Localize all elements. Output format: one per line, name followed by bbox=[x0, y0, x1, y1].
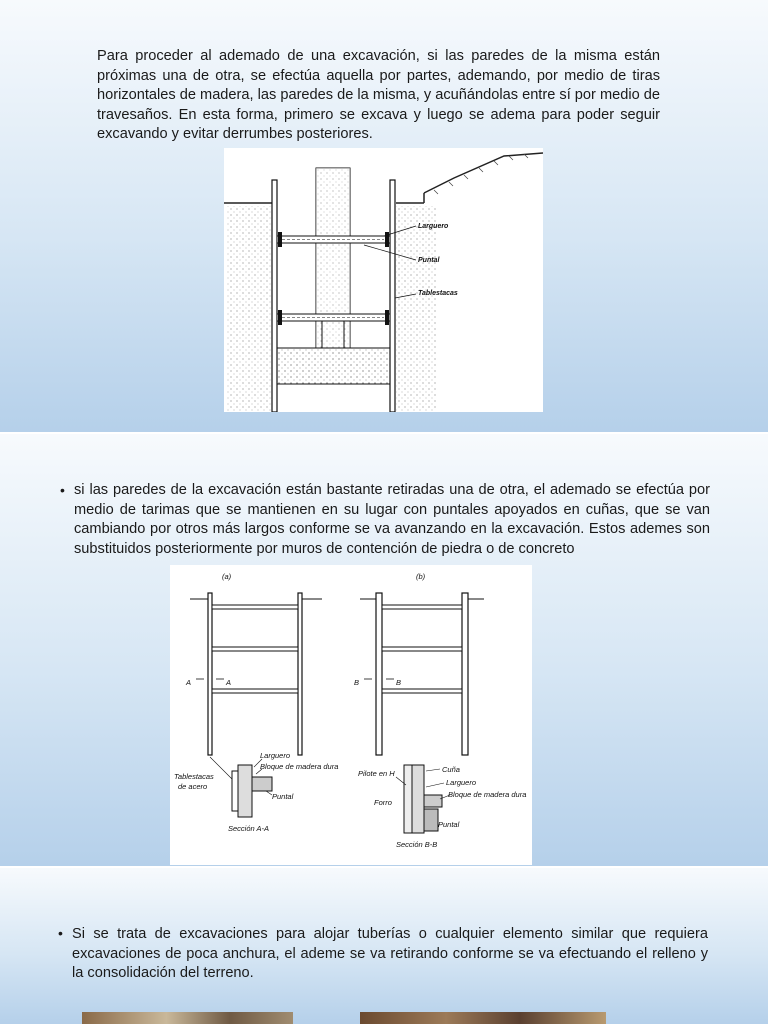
label-bloque-b: Bloque de madera dura bbox=[448, 790, 527, 799]
shoring-diagram-1 bbox=[224, 148, 543, 412]
shoring-diagram-2 bbox=[170, 565, 532, 865]
trench-photo-1 bbox=[82, 1012, 293, 1024]
label-seccion-a: Sección A-A bbox=[228, 824, 269, 833]
label-seccion-b: Sección B-B bbox=[396, 840, 438, 849]
label-puntal-a: Puntal bbox=[272, 792, 294, 801]
label-larguero-b: Larguero bbox=[446, 778, 477, 787]
slide-3 bbox=[0, 868, 768, 1024]
label-a: (a) bbox=[222, 572, 232, 581]
trench-photo-2 bbox=[360, 1012, 606, 1024]
label-b-left: B bbox=[354, 678, 360, 687]
label-pilote: Pilote en H bbox=[358, 769, 395, 778]
label-larguero-a: Larguero bbox=[260, 751, 291, 760]
slide-2-bullet-text: si las paredes de la excavación están bastante retiradas una de otra, el ademado se efectúa por medio de tarimas que se mantienen en su lugar con puntales apoyados en cuñas, que se van cambiando por otros más largos conforme se va avanzando en la excavación. Estos ademes son substituidos posteriormente por muros de contención de piedra o de concreto bbox=[74, 482, 710, 557]
label-cuna: Cuña bbox=[442, 765, 460, 774]
label-bloque-a: Bloque de madera dura bbox=[260, 762, 339, 771]
bullet-marker: • bbox=[58, 925, 63, 941]
label-a-right: A bbox=[226, 678, 232, 687]
slide-2 bbox=[0, 434, 768, 866]
label-forro: Forro bbox=[374, 798, 392, 807]
shoring-figure-2 bbox=[170, 565, 532, 865]
label-puntal-b: Puntal bbox=[438, 820, 460, 829]
slide-3-bullet-text: Si se trata de excavaciones para alojar tuberías o cualquier elemento similar que requiera excavaciones de poca anchura, el ademe se va retirando conforme se va efectuando el relleno y la consolidación del terreno. bbox=[72, 926, 708, 982]
label-tablestacas: Tablestacas bbox=[418, 290, 458, 297]
label-larguero: Larguero bbox=[418, 223, 449, 230]
label-tablestacas: Tablestacas bbox=[174, 772, 214, 781]
label-de-acero: de acero bbox=[178, 782, 208, 791]
label-a-left: A bbox=[186, 678, 192, 687]
shoring-figure-1 bbox=[224, 148, 543, 412]
slide-1 bbox=[0, 0, 768, 432]
bullet-marker: • bbox=[60, 482, 65, 498]
label-b: (b) bbox=[416, 572, 426, 581]
slide-1-paragraph: Para proceder al ademado de una excavación, si las paredes de la misma están próximas una de otra, se efectúa aquella por partes, ademando, por medio de tiras horizontales de madera, las paredes de la misma, y acuñándolas entre sí por medio de travesaños. En esta forma, primero se excava y luego se adema para poder seguir excavando y evitar derrumbes posteriores. bbox=[97, 48, 660, 143]
label-puntal: Puntal bbox=[418, 257, 440, 264]
label-b-right: B bbox=[396, 678, 402, 687]
